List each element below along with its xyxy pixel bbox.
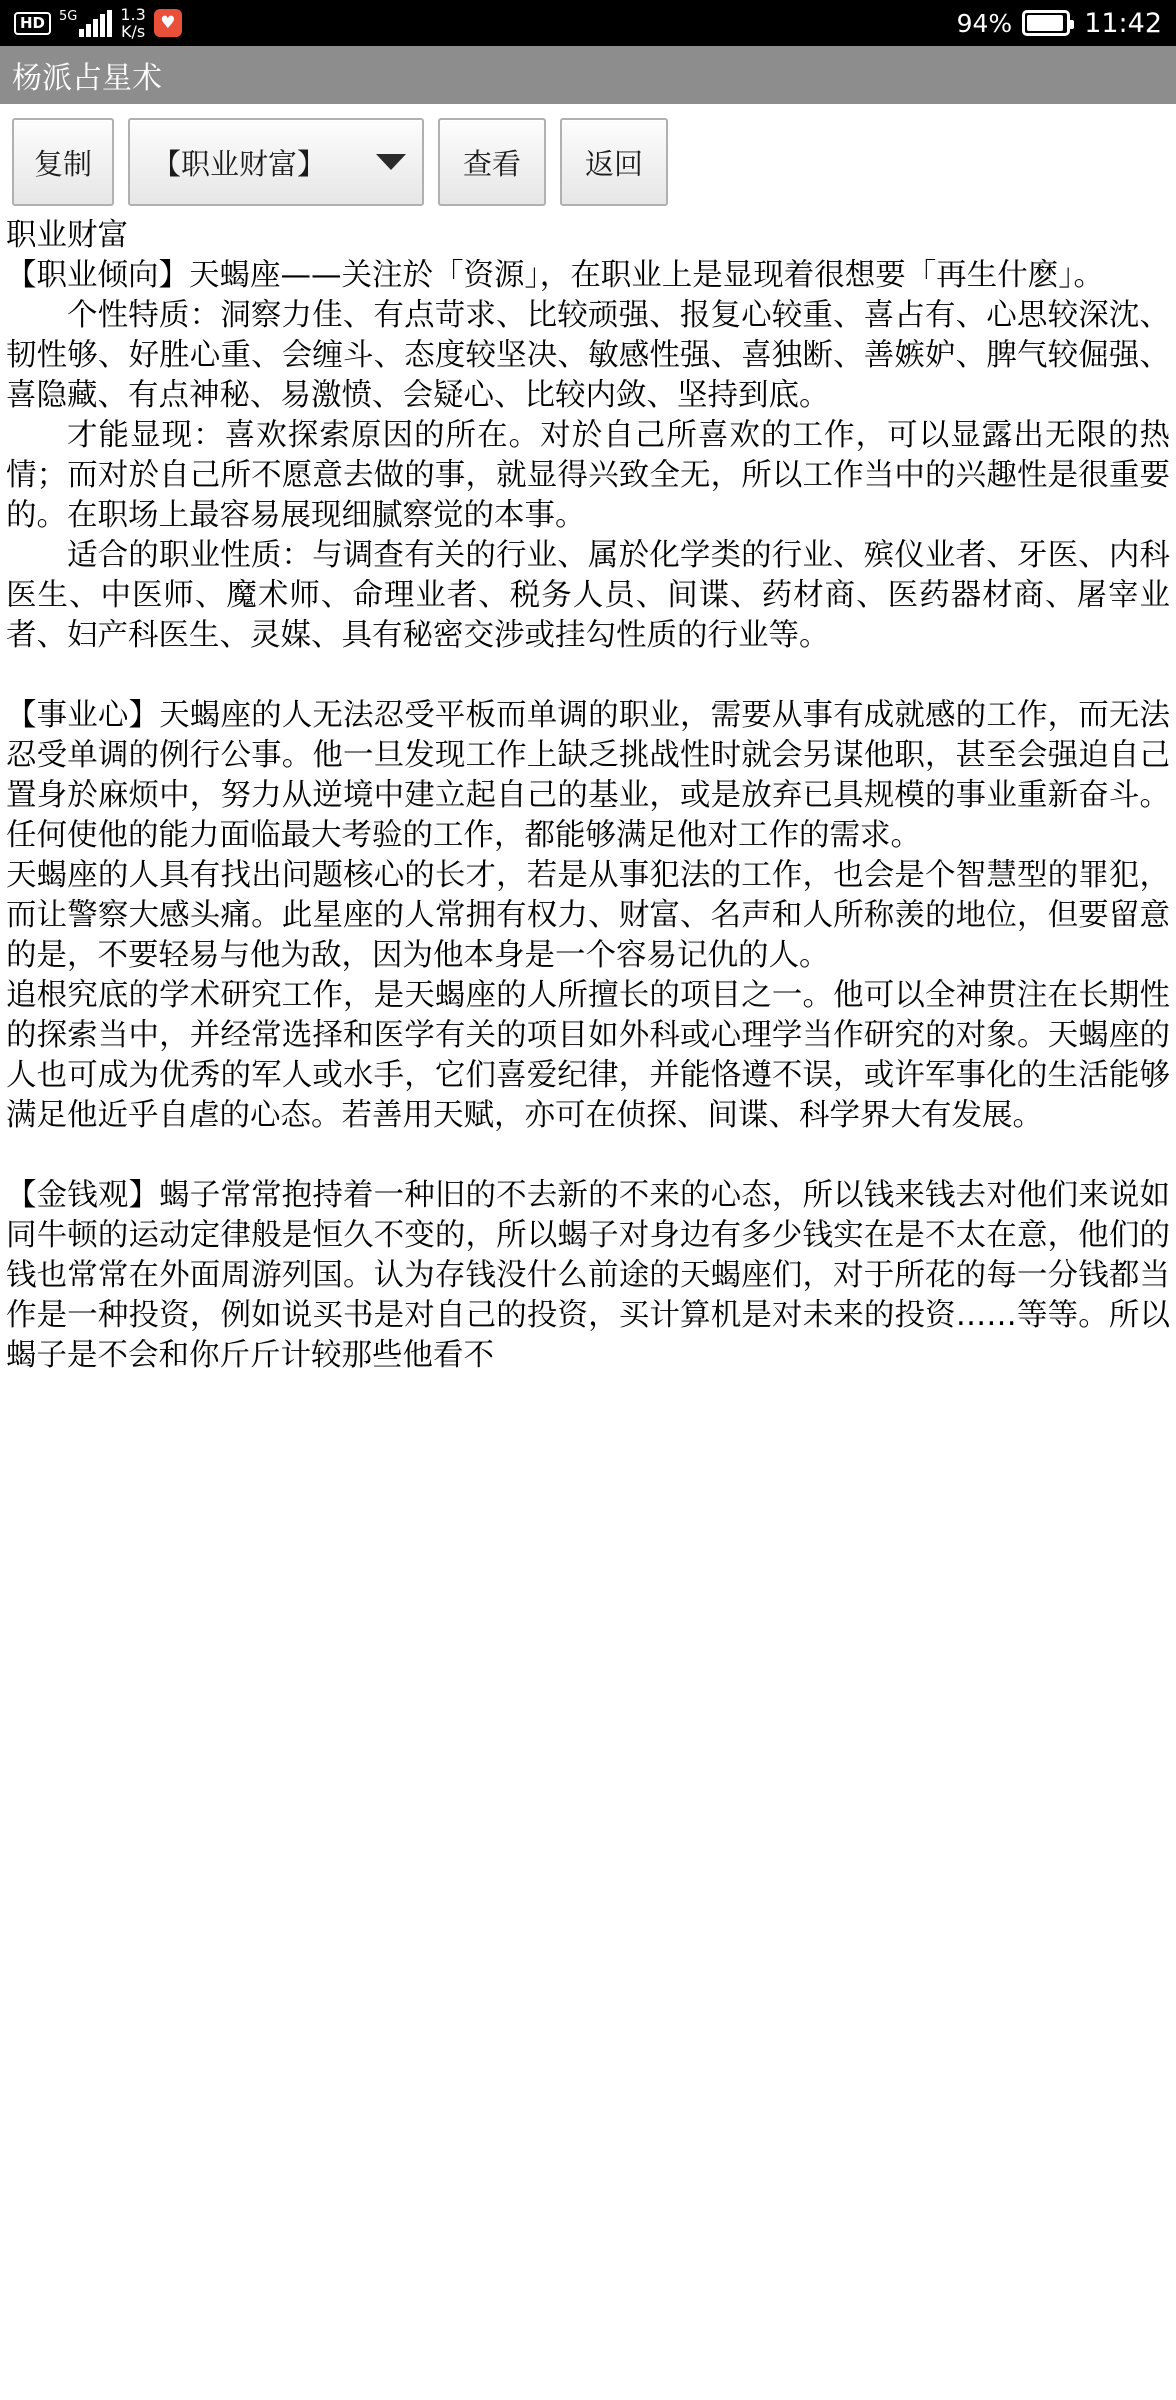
- network-speed-indicator: [120, 6, 145, 40]
- toolbar: [0, 104, 1176, 216]
- chevron-down-icon: [376, 154, 406, 170]
- paragraph: 个性特质：洞察力佳、有点苛求、比较顽强、报复心较重、喜占有、心思较深沈、韧性够、好胜心重、会缠斗、态度较坚决、敏感性强、喜独断、善嫉妒、脾气较倔强、喜隐藏、有点神秘、易激愤、会疑心、比较内敛、坚持到底。: [6, 298, 1170, 413]
- paragraph: 天蝎座的人具有找出问题核心的长才，若是从事犯法的工作，也会是个智慧型的罪犯，而让警察大感头痛。此星座的人常拥有权力、财富、名声和人所称羡的地位，但要留意的是，不要轻易与他为敌，因为他本身是一个容易记仇的人。: [6, 858, 1170, 973]
- paragraph: 适合的职业性质：与调查有关的行业、属於化学类的行业、殡仪业者、牙医、内科医生、中医师、魔术师、命理业者、税务人员、间谍、药材商、医药器材商、屠宰业者、妇产科医生、灵媒、具有秘密交涉或挂勾性质的行业等。: [6, 538, 1170, 653]
- back-button[interactable]: 返回: [560, 118, 668, 206]
- signal-bars-icon: [79, 11, 112, 37]
- signal-strength-icon: [59, 10, 112, 37]
- category-dropdown[interactable]: [128, 118, 424, 206]
- paragraph: 【职业倾向】天蝎座——关注於「资源」，在职业上是显现着很想要「再生什麽」。: [6, 258, 1104, 293]
- notification-app-icon: ♥: [154, 9, 182, 37]
- paragraph: 【事业心】天蝎座的人无法忍受平板而单调的职业，需要从事有成就感的工作，而无法忍受单调的例行公事。他一旦发现工作上缺乏挑战性时就会另谋他职，甚至会强迫自己置身於麻烦中，努力从逆境中建立起自己的基业，或是放弃已具规模的事业重新奋斗。任何使他的能力面临最大考验的工作，都能够满足他对工作的需求。: [6, 698, 1170, 853]
- category-dropdown-label: 【职业财富】: [152, 146, 327, 181]
- battery-percent-label: 94%: [956, 8, 1013, 38]
- network-type-label: 5G: [59, 8, 78, 24]
- paragraph: 追根究底的学术研究工作，是天蝎座的人所擅长的项目之一。他可以全神贯注在长期性的探索当中，并经常选择和医学有关的项目如外科或心理学当作研究的对象。天蝎座的人也可成为优秀的军人或水手，它们喜爱纪律，并能恪遵不误，或许军事化的生活能够满足他近乎自虐的心态。若善用天赋，亦可在侦探、间谍、科学界大有发展。: [6, 978, 1170, 1133]
- status-bar: [0, 0, 1176, 46]
- paragraph: 【金钱观】蝎子常常抱持着一种旧的不去新的不来的心态，所以钱来钱去对他们来说如同牛顿的运动定律般是恒久不变的，所以蝎子对身边有多少钱实在是不太在意，他们的钱也常常在外面周游列国。认为存钱没什么前途的天蝎座们，对于所花的每一分钱都当作是一种投资，例如说买书是对自己的投资，买计算机是对未来的投资……等等。所以蝎子是不会和你斤斤计较那些他看不: [6, 1178, 1170, 1373]
- status-bar-right: [957, 8, 1162, 39]
- view-button[interactable]: 查看: [438, 118, 546, 206]
- status-bar-left: [14, 6, 182, 40]
- hd-icon: HD: [14, 12, 51, 35]
- app-title-bar: [0, 46, 1176, 104]
- paragraph-spacer: [6, 1136, 1170, 1176]
- article-content: [0, 216, 1176, 1376]
- network-speed-unit: K/s: [120, 22, 146, 41]
- battery-icon: [1022, 10, 1070, 36]
- section-heading: 职业财富: [6, 218, 128, 253]
- paragraph: 才能显现：喜欢探索原因的所在。对於自己所喜欢的工作，可以显露出无限的热情；而对於自己所不愿意去做的事，就显得兴致全无，所以工作当中的兴趣性是很重要的。在职场上最容易展现细腻察觉的本事。: [6, 418, 1170, 533]
- clock-label: 11:42: [1084, 7, 1162, 39]
- network-speed-value: 1.3: [120, 5, 146, 24]
- paragraph-spacer: [6, 656, 1170, 696]
- copy-button[interactable]: 复制: [12, 118, 114, 206]
- app-title: 杨派占星术: [12, 61, 162, 96]
